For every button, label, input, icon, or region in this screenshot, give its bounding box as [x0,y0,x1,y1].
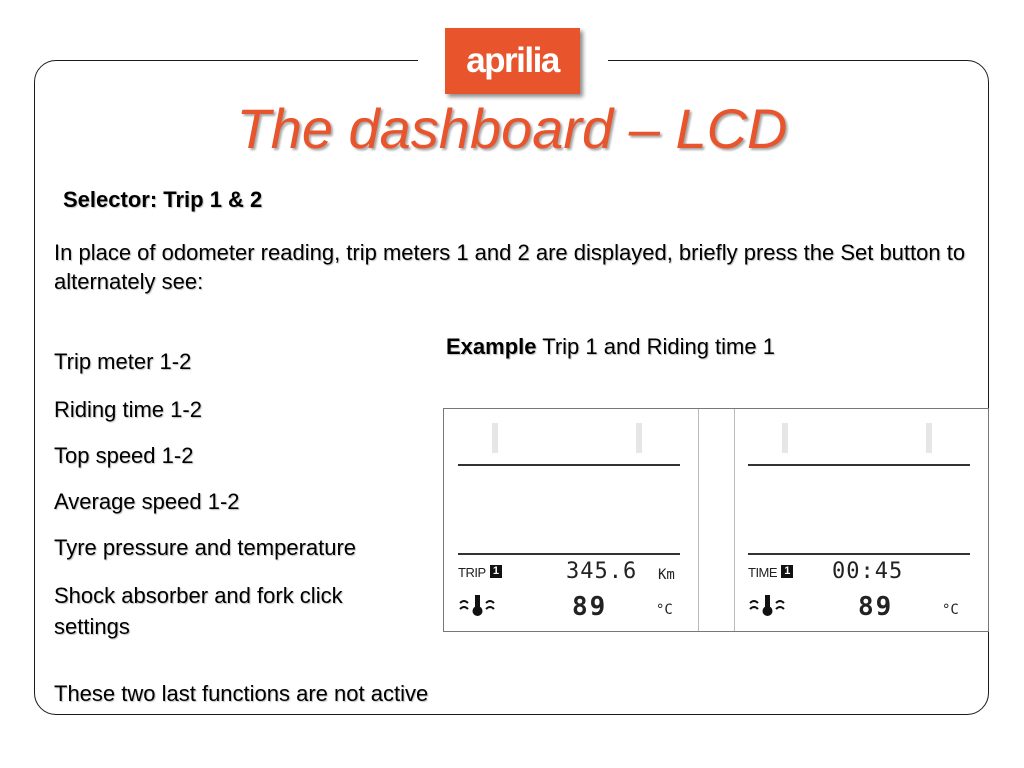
example-label: Example [446,334,537,359]
footer-note: These two last functions are not active [54,681,429,706]
function-item: Top speed 1-2 [54,443,194,468]
lcd-rule [748,464,970,466]
page-title: The dashboard – LCD [236,97,788,160]
function-item: Tyre pressure and temperature [54,535,357,560]
lcd-panel-trip [444,409,698,631]
lcd-temperature: 89 [572,592,608,622]
lcd-top-segment [782,423,932,453]
lcd-divider [698,409,699,631]
lcd-temperature-unit: °C [656,602,673,618]
lcd-temperature-unit: °C [942,602,959,618]
lcd-rule [748,553,970,555]
function-item: Riding time 1-2 [54,397,202,422]
lcd-unit: Km [658,567,675,583]
lcd-mode-text: TRIP [458,565,486,580]
lcd-mode-label [458,565,502,580]
aprilia-logo: aprilia [445,28,580,94]
lcd-rule [458,553,680,555]
lcd-rule [458,464,680,466]
lcd-mode-text: TIME [748,565,778,580]
example-text: Trip 1 and Riding time 1 [536,334,775,359]
function-item: Shock absorber and fork click settings [54,583,343,639]
lcd-mode-index: 1 [781,565,793,578]
intro-text: In place of odometer reading, trip meters 1 and 2 are displayed, briefly press the Set button to alternately see: [54,240,966,294]
lcd-temperature: 89 [858,592,894,622]
function-item: Trip meter 1-2 [54,349,192,374]
lcd-mode-label [748,565,793,580]
lcd-value: 00:45 [832,559,904,584]
lcd-mode-index: 1 [490,565,502,578]
lcd-example-image [443,408,989,632]
coolant-temperature-icon [458,593,498,619]
example-caption [446,333,775,361]
section-subtitle: Selector: Trip 1 & 2 [63,187,263,212]
lcd-top-segment [492,423,642,453]
coolant-temperature-icon [748,593,788,619]
function-item: Average speed 1-2 [54,489,240,514]
lcd-panel-time [734,409,988,631]
lcd-value: 345.6 [566,559,638,584]
